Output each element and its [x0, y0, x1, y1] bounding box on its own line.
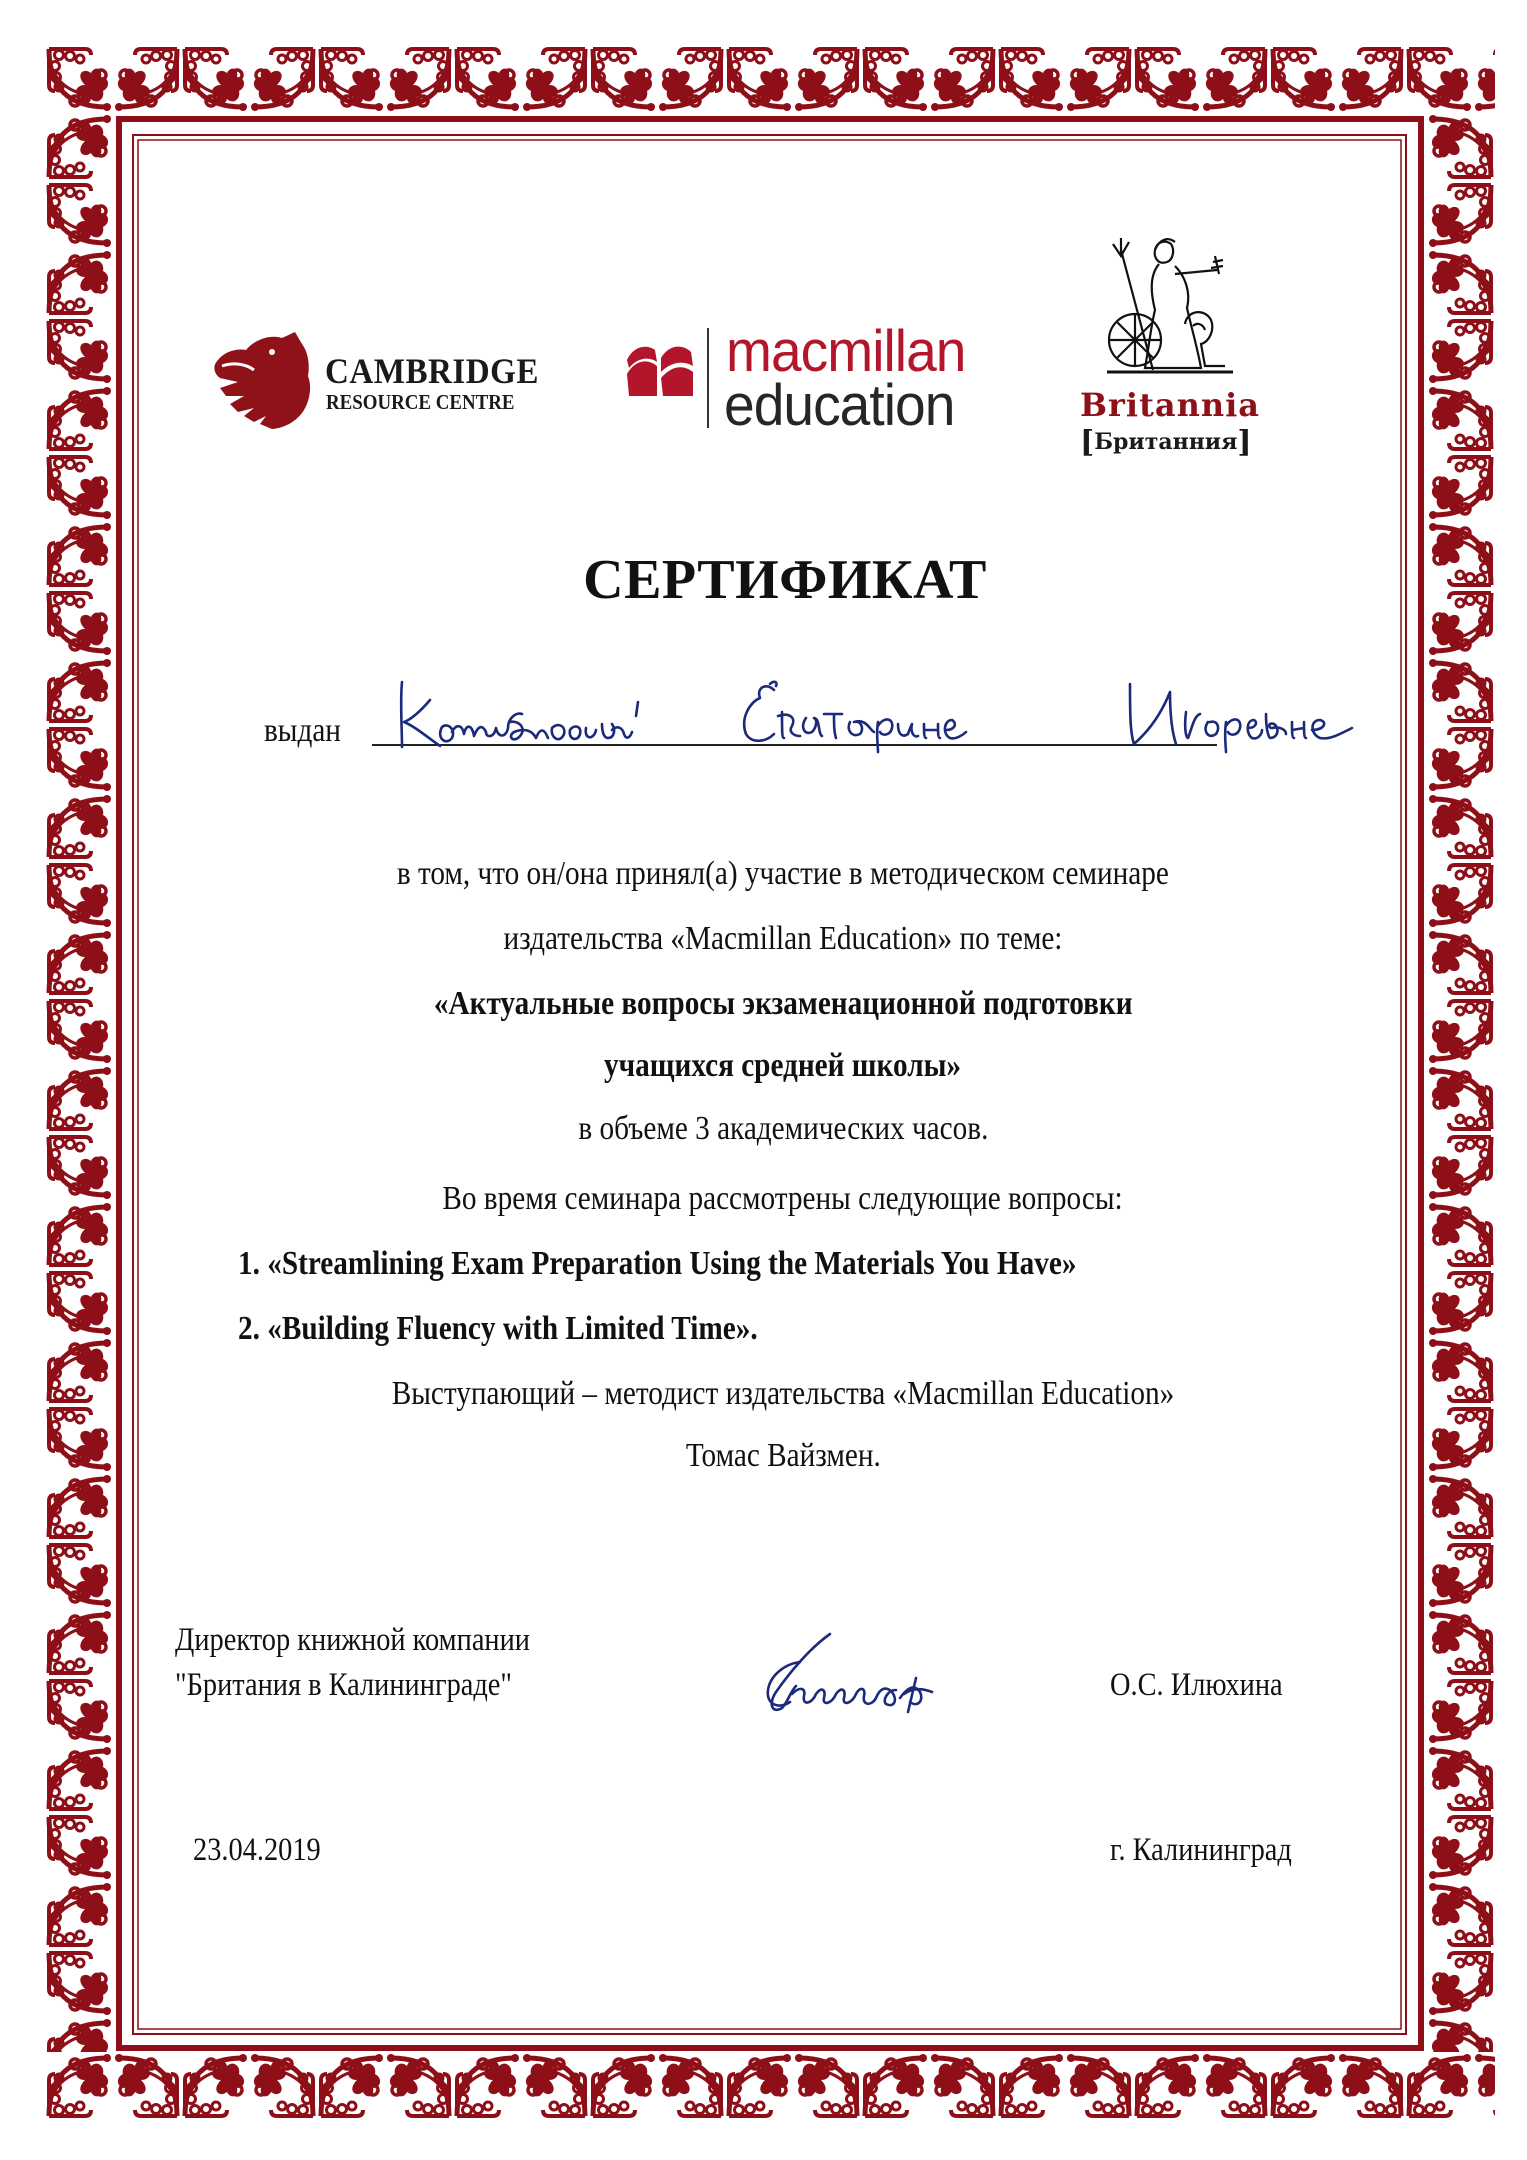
britannia-figure-icon — [1105, 230, 1235, 380]
topic-item-1: 1. «Streamlining Exam Preparation Using the Materials You Have» — [238, 1245, 1077, 1282]
recipient-handwriting — [390, 672, 1370, 757]
signer-role-line-1: Директор книжной компании — [175, 1622, 530, 1658]
cambridge-title: CAMBRIDGE — [325, 351, 539, 391]
macmillan-logo — [620, 318, 1000, 438]
macmillan-wordmark: macmillan — [726, 319, 966, 384]
signer-name: О.С. Илюхина — [1110, 1667, 1283, 1703]
body-line-1: в том, что он/она принял(а) участие в методическом семинаре — [396, 855, 1170, 892]
cambridge-subtitle: RESOURCE CENTRE — [326, 390, 515, 414]
issue-date: 23.04.2019 — [193, 1832, 321, 1868]
topic-item-2: 2. «Building Fluency with Limited Time». — [238, 1310, 758, 1347]
britannia-subtitle — [1080, 425, 1250, 460]
britannia-logo — [1080, 230, 1260, 460]
body-line-2: издательства «Macmillan Education» по теме: — [503, 920, 1063, 957]
seminar-topic-line-2: учащихся средней школы» — [604, 1047, 962, 1084]
macmillan-m-icon — [625, 340, 695, 400]
bracket-open: [ — [1080, 425, 1095, 460]
cambridge-logo — [210, 330, 550, 430]
issue-city: г. Калининград — [1110, 1832, 1292, 1868]
speaker-name: Томас Вайзмен. — [685, 1437, 881, 1474]
britannia-title: Britannia — [1080, 386, 1260, 424]
bracket-close: ] — [1237, 425, 1252, 460]
issued-label: выдан — [264, 712, 341, 749]
speaker-line: Выступающий – методист издательства «Macmillan Education» — [391, 1375, 1175, 1412]
hours-line: в объеме 3 академических часов. — [577, 1110, 989, 1147]
education-wordmark: education — [724, 373, 955, 438]
macmillan-divider — [707, 328, 709, 428]
lion-head-icon — [210, 330, 315, 430]
seminar-topic-line-1: «Актуальные вопросы экзаменационной подготовки — [433, 985, 1133, 1022]
certificate-title: СЕРТИФИКАТ — [583, 549, 987, 611]
britannia-subtitle-text: Британния — [1094, 429, 1238, 455]
director-signature — [760, 1628, 970, 1718]
signer-role-line-2: "Британия в Калининграде" — [175, 1667, 512, 1703]
questions-intro: Во время семинара рассмотрены следующие вопросы: — [442, 1180, 1124, 1217]
